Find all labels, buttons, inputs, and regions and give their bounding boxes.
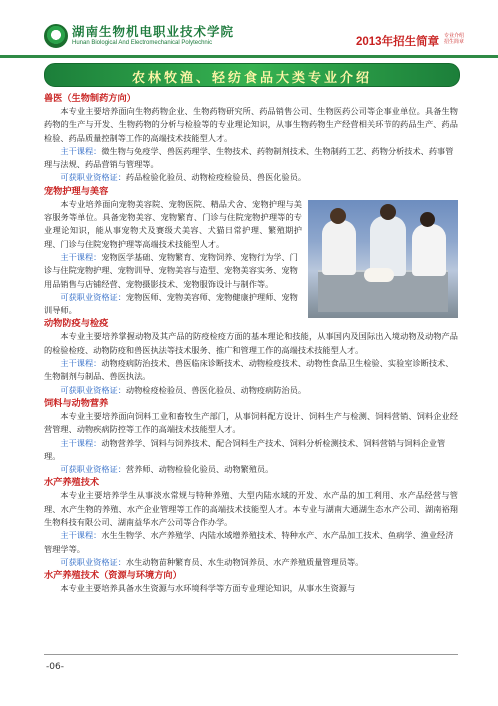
certs-row xyxy=(44,171,458,184)
school-name-cn: 湖南生物机电职业技术学院 xyxy=(72,24,235,39)
category-banner xyxy=(44,63,460,87)
courses-label: 主干课程： xyxy=(60,145,102,156)
section-intro: 本专业主要培养具备水生资源与水环境科学等方面专业理论知识，从事水生资源与 xyxy=(60,583,356,594)
section-aquaculture xyxy=(44,476,458,569)
certs-text: 宠物医师、宠物美容师、宠物健康护理师、宠物训导师。 xyxy=(44,291,298,316)
courses-row xyxy=(44,357,458,384)
student-figure xyxy=(370,216,406,276)
section-vet-biopharma xyxy=(44,92,458,185)
banner-title: 农林牧渔、轻纺食品大类专业介绍 xyxy=(131,71,372,86)
student-head xyxy=(330,208,346,224)
courses-text: 微生物与免疫学、兽医药理学、生物技术、药物制剂技术、生物制药工艺、药物分析技术、药事管理与法规、药品营销与管理等。 xyxy=(44,145,454,170)
dog-figure xyxy=(364,268,394,282)
section-heading: 兽医（生物制药方向） xyxy=(44,93,136,104)
school-name-en: Hunan Biological And Electromechanical Polytechnic xyxy=(72,40,213,46)
footer-divider xyxy=(44,654,458,655)
section-intro: 本专业主要培养掌握动物及其产品的防疫检疫方面的基本理论和技能，从事国内及国际出入境动物及动物产品的检验检疫、动物防疫和兽医执法等技术服务、推广和管理工作的高端技术技能型人才。 xyxy=(44,331,458,355)
certs-text: 药品检验化验员、动物检疫检验员、兽医化验员。 xyxy=(125,172,307,183)
certs-label: 可获职业资格证： xyxy=(60,556,126,567)
student-figure xyxy=(412,224,446,276)
pet-care-photo xyxy=(308,200,458,318)
header xyxy=(0,0,498,58)
school-logo-icon xyxy=(44,24,68,48)
page-number: -06- xyxy=(46,662,64,672)
section-intro: 本专业培养面向宠物美容院、宠物医院、精品犬舍、宠物护理与美容服务等单位。具备宠物美容、宠物繁育、门诊与住院宠物护理等的专业理论知识，能从事宠物犬及赛级犬美容、犬猫日常护理、繁殖期护理、门诊与住院宠物护理等高端技术技能型人才。 xyxy=(44,198,302,249)
section-heading: 宠物护理与美容 xyxy=(44,185,109,197)
certs-label: 可获职业资格证： xyxy=(60,384,126,395)
courses-row xyxy=(44,145,458,172)
courses-text: 动物疫病防治技术、兽医临床诊断技术、动物检疫技术、动物性食品卫生检验、实验室诊断技术、生物制剂与制品、兽医执法。 xyxy=(44,358,454,382)
certs-row xyxy=(44,463,458,476)
courses-label: 主干课程： xyxy=(60,437,102,448)
student-head xyxy=(420,212,435,227)
pet-grooming-image xyxy=(308,200,458,318)
courses-text: 动物营养学、饲料与饲养技术、配合饲料生产技术、饲料分析检测技术、饲料营销与饲料企业管理。 xyxy=(44,437,446,461)
section-feed-nutrition xyxy=(44,397,458,476)
courses-text: 宠物医学基础、宠物繁育、宠物饲养、宠物行为学、门诊与住院宠物护理、宠物训导、宠物美容与造型、宠物美容实务、宠物用品销售与店铺经营、宠物摄影技术、宠物服饰设计与制作等。 xyxy=(44,251,298,289)
student-figure xyxy=(322,220,356,275)
courses-label: 主干课程： xyxy=(60,358,102,369)
certs-text: 动物检疫检验员、兽医化验员、动物疫病防治员。 xyxy=(125,384,307,395)
certs-row xyxy=(44,384,458,397)
guide-subtitle: 专业介绍 招生简章 xyxy=(444,33,465,45)
certs-text: 水生动物苗种繁育员、水生动物饲养员、水产养殖质量管理员等。 xyxy=(125,556,364,567)
certs-label: 可获职业资格证： xyxy=(60,464,126,475)
content xyxy=(44,92,458,596)
courses-row xyxy=(44,437,458,464)
courses-label: 主干课程： xyxy=(60,251,102,262)
section-heading: 水产养殖技术 xyxy=(44,477,100,489)
section-intro: 本专业主要培养面向饲料工业和畜牧生产部门，从事饲料配方设计、饲料生产与检测、饲料营销、饲料企业经营管理、动物疾病防控等工作的高端技术技能型人才。 xyxy=(44,410,458,435)
courses-row xyxy=(44,529,458,556)
section-aquaculture-resources xyxy=(44,569,458,595)
section-animal-quarantine xyxy=(44,317,458,396)
student-head xyxy=(380,204,396,220)
section-pet-care xyxy=(44,185,458,318)
section-intro: 本专业主要培养学生从事淡水常规与特种养殖、大型内陆水域的开发、水产品的加工利用、水产品经营与管理、水产生物的养殖、水产企业管理等工作的高端技术技能型人才。本专业与湖南大通湖生态水产公司、湖南裕翔生物科技有限公司、湖南益华水产公司等合作办学。 xyxy=(44,490,458,528)
courses-text: 水生生物学、水产养殖学、内陆水域增养殖技术、特种水产、水产品加工技术、鱼病学、渔业经济管理学等。 xyxy=(44,530,454,554)
courses-label: 主干课程： xyxy=(60,530,102,541)
guide-title: 2013年招生简章 xyxy=(356,36,440,48)
section-intro: 本专业主要培养面向生物药物企业、生物药物研究所、药品销售公司、生物医药公司等企事业单位。具备生物药物的生产与开发、生物药物的分析与检验等的专业理论知识，从事生物药物生产经营相关环节的药品生产、药品检验、药品质量控制等工作的高端技术技能型人才。 xyxy=(44,106,458,143)
section-heading: 水产养殖技术（资源与环境方向） xyxy=(44,570,182,582)
certs-label: 可获职业资格证： xyxy=(60,291,126,302)
section-heading: 饲料与动物营养 xyxy=(44,397,109,409)
header-divider xyxy=(0,55,498,58)
certs-row xyxy=(44,556,458,569)
section-heading: 动物防疫与检疫 xyxy=(44,318,109,330)
certs-label: 可获职业资格证： xyxy=(60,172,126,183)
certs-text: 营养师、动物检验化验员、动物繁殖员。 xyxy=(125,464,274,475)
